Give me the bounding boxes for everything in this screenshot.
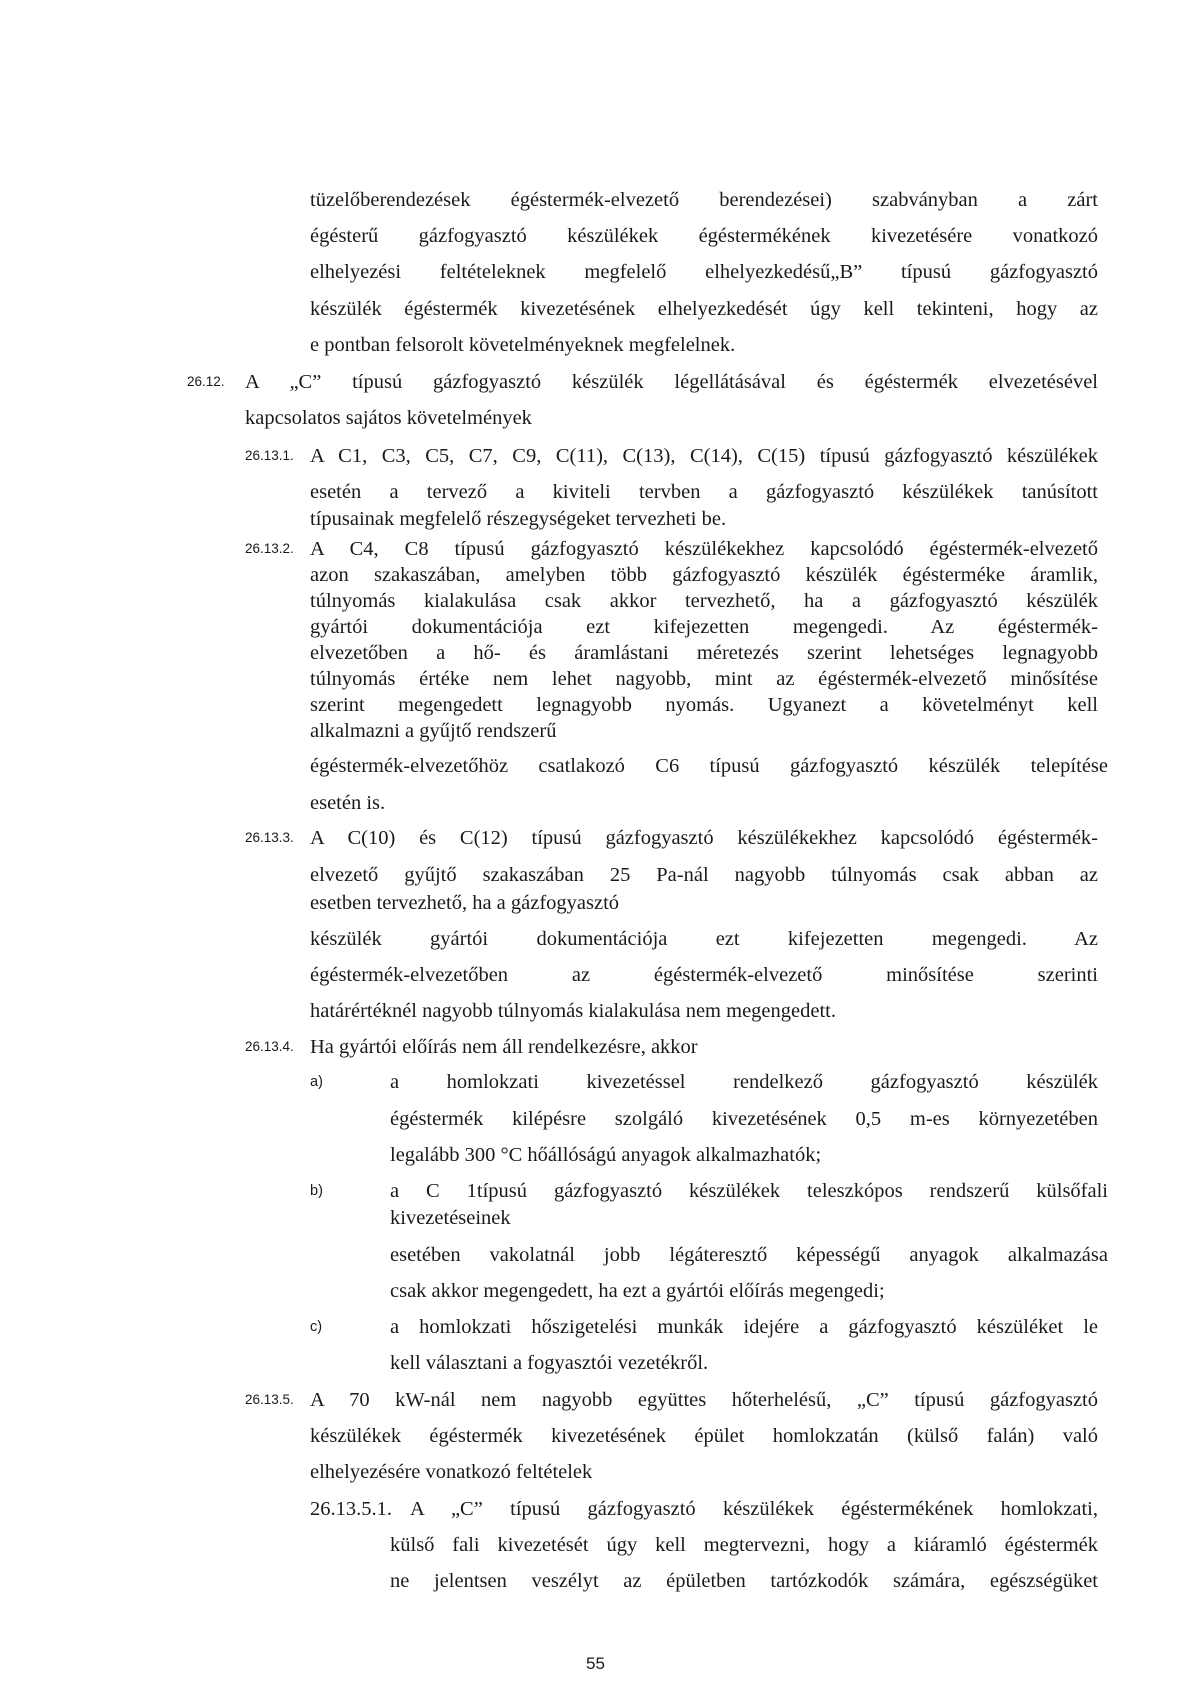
section-26-13-2-line-5: elvezetőben a hő- és áramlástani méretezés szerint lehetséges legnagyobb (310, 642, 1098, 664)
section-26-13-2-line-2: azon szakaszában, amelyben több gázfogyasztó készülék égésterméke áramlik, (310, 564, 1098, 586)
section-26-13-2-line-7: szerint megengedett legnagyobb nyomás. Ugyanezt a követelményt kell (310, 694, 1098, 716)
section-26-12-line-1: A „C” típusú gázfogyasztó készülék légellátásával és égéstermék elvezetésével (245, 371, 1098, 393)
section-26-13-5-line-2: készülékek égéstermék kivezetésének épület homlokzatán (külső falán) való (310, 1425, 1098, 1447)
item-label-a: a) (310, 1074, 323, 1090)
section-26-13-3-line-1: A C(10) és C(12) típusú gázfogyasztó készülékekhez kapcsolódó égéstermék- (310, 827, 1098, 849)
section-26-12-line-2: kapcsolatos sajátos követelmények (245, 407, 532, 429)
section-26-13-1-line-2: esetén a tervező a kiviteli tervben a gázfogyasztó készülékek tanúsított (310, 481, 1098, 503)
section-26-13-2-line-10: esetén is. (310, 792, 386, 814)
section-26-13-3-line-4: készülék gyártói dokumentációja ezt kifejezetten megengedi. Az (310, 928, 1098, 950)
intro-line-5: e pontban felsorolt követelményeknek megfelelnek. (310, 334, 736, 356)
section-26-13-2-line-3: túlnyomás kialakulása csak akkor tervezhető, ha a gázfogyasztó készülék (310, 590, 1098, 612)
section-26-13-3-line-6: határértéknél nagyobb túlnyomás kialakulása nem megengedett. (310, 1000, 836, 1022)
section-26-13-5-1-line-3: ne jelentsen veszélyt az épületben tartózkodók számára, egészségüket (390, 1570, 1098, 1592)
item-b-line-2: kivezetéseinek (390, 1207, 511, 1229)
section-number-26-13-3: 26.13.3. (245, 830, 294, 845)
intro-line-3: elhelyezési feltételeknek megfelelő elhelyezkedésű„B” típusú gázfogyasztó (310, 261, 1098, 283)
section-26-13-3-line-3: esetben tervezhető, ha a gázfogyasztó (310, 892, 620, 914)
item-a-line-3: legalább 300 °C hőállóságú anyagok alkalmazhatók; (390, 1144, 822, 1166)
section-number-26-13-2: 26.13.2. (245, 541, 294, 556)
section-26-13-3-line-2: elvezető gyűjtő szakaszában 25 Pa-nál nagyobb túlnyomás csak abban az (310, 864, 1098, 886)
section-number-26-13-1: 26.13.1. (245, 448, 294, 463)
page-number: 55 (586, 1654, 605, 1673)
section-26-13-5-line-1: A 70 kW-nál nem nagyobb együttes hőterhelésű, „C” típusú gázfogyasztó (310, 1389, 1098, 1411)
item-c-line-1: a homlokzati hőszigetelési munkák idejére a gázfogyasztó készüléket le (390, 1316, 1098, 1338)
intro-line-1: tüzelőberendezések égéstermék-elvezető berendezései) szabványban a zárt (310, 189, 1098, 211)
section-26-13-5-1-line-1: A „C” típusú gázfogyasztó készülékek égéstermékének homlokzati, (410, 1498, 1098, 1520)
item-b-line-3: esetében vakolatnál jobb légáteresztő képességű anyagok alkalmazása (390, 1244, 1108, 1266)
item-b-line-4: csak akkor megengedett, ha ezt a gyártói előírás megengedi; (390, 1280, 885, 1302)
section-number-26-12: 26.12. (187, 374, 225, 389)
section-26-13-2-line-6: túlnyomás értéke nem lehet nagyobb, mint az égéstermék-elvezető minősítése (310, 668, 1098, 690)
intro-line-4: készülék égéstermék kivezetésének elhelyezkedését úgy kell tekinteni, hogy az (310, 298, 1098, 320)
section-number-26-13-4: 26.13.4. (245, 1039, 294, 1054)
item-label-c: c) (310, 1319, 323, 1335)
section-26-13-5-line-3: elhelyezésére vonatkozó feltételek (310, 1461, 593, 1483)
item-b-line-1: a C 1típusú gázfogyasztó készülékek teleszkópos rendszerű külsőfali (390, 1180, 1108, 1202)
section-26-13-1-line-3: típusainak megfelelő részegységeket tervezheti be. (310, 508, 727, 530)
section-26-13-2-line-1: A C4, C8 típusú gázfogyasztó készülékekhez kapcsolódó égéstermék-elvezető (310, 538, 1098, 560)
item-a-line-2: égéstermék kilépésre szolgáló kivezetésének 0,5 m-es környezetében (390, 1108, 1098, 1130)
section-26-13-4-line: Ha gyártói előírás nem áll rendelkezésre, akkor (310, 1036, 698, 1058)
section-26-13-5-1-line-2: külső fali kivezetését úgy kell megtervezni, hogy a kiáramló égéstermék (390, 1534, 1098, 1556)
section-26-13-1-line-1: A C1, C3, C5, C7, C9, C(11), C(13), C(14), C(15) típusú gázfogyasztó készülékek (310, 445, 1098, 467)
section-26-13-2-line-9: égéstermék-elvezetőhöz csatlakozó C6 típusú gázfogyasztó készülék telepítése (310, 755, 1108, 777)
section-26-13-3-line-5: égéstermék-elvezetőben az égéstermék-elvezető minősítése szerinti (310, 964, 1098, 986)
item-c-line-2: kell választani a fogyasztói vezetékről. (390, 1352, 709, 1374)
section-26-13-2-line-8: alkalmazni a gyűjtő rendszerű (310, 720, 557, 742)
section-number-26-13-5: 26.13.5. (245, 1392, 294, 1407)
section-number-26-13-5-1: 26.13.5.1. (310, 1498, 392, 1520)
intro-line-2: égésterű gázfogyasztó készülékek égéstermékének kivezetésére vonatkozó (310, 225, 1098, 247)
item-label-b: b) (310, 1183, 323, 1199)
section-26-13-2-line-4: gyártói dokumentációja ezt kifejezetten megengedi. Az égéstermék- (310, 616, 1098, 638)
item-a-line-1: a homlokzati kivezetéssel rendelkező gázfogyasztó készülék (390, 1071, 1098, 1093)
